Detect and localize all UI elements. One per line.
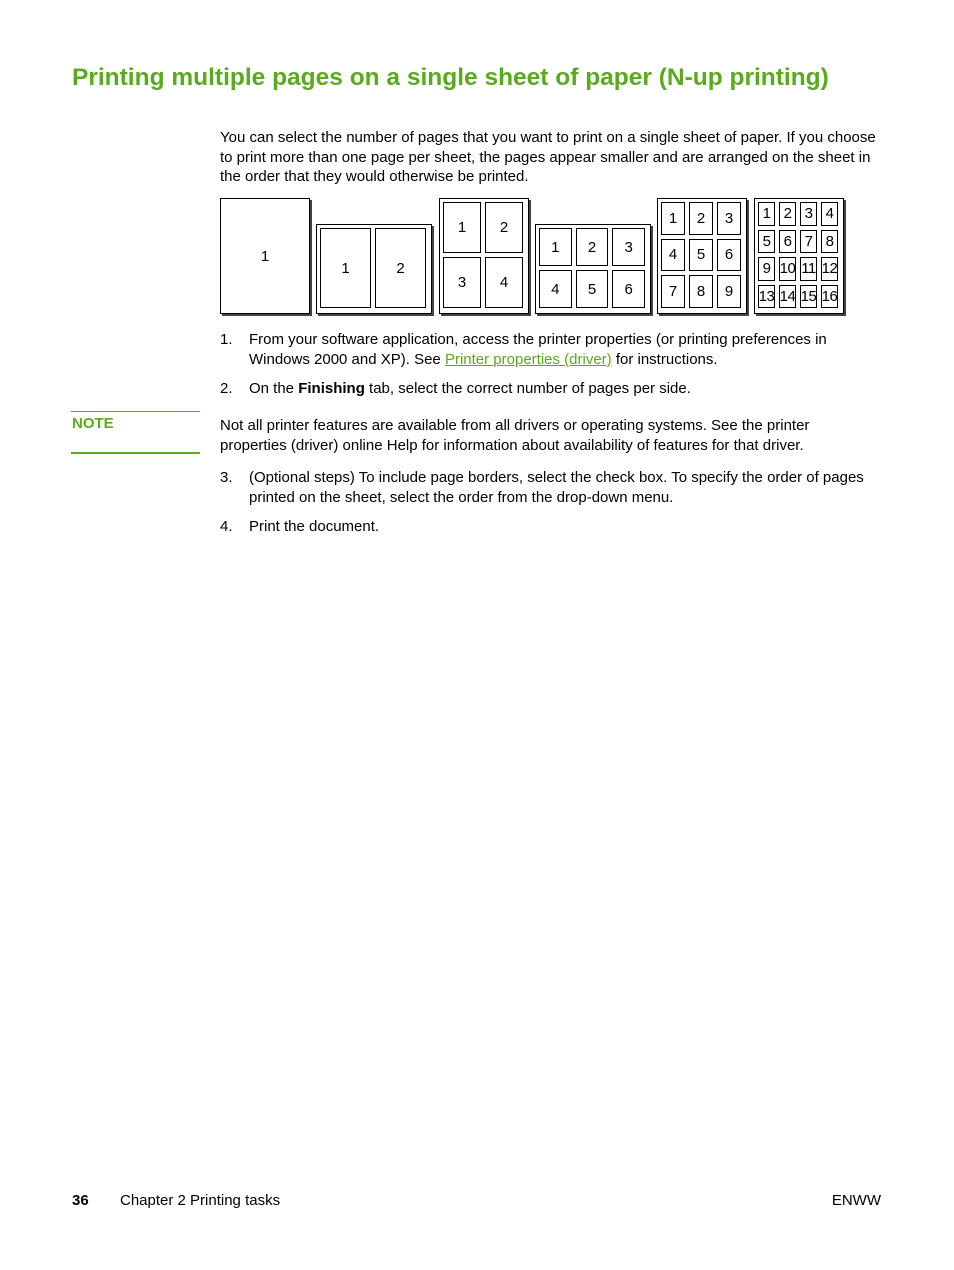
finishing-tab-name: Finishing: [298, 380, 365, 397]
note-text: Not all printer features are available from all drivers or operating systems. See the printer properties (driver) online Help for information about availability of features for that driver.: [220, 417, 810, 454]
note-bottom-rule: [71, 452, 200, 454]
page-thumb: 2: [779, 202, 796, 226]
step-text-part: From your software application, access the printer properties (or printing preferences in Windows 2000 and XP). See: [249, 331, 827, 368]
step-text: Print the document.: [249, 518, 380, 535]
step-number: 2.: [220, 380, 233, 397]
page-thumb: 6: [717, 239, 741, 272]
page-thumb: 14: [779, 285, 796, 309]
page-thumb: 5: [758, 230, 775, 254]
page-thumb: 3: [612, 228, 645, 266]
page-thumb: 7: [800, 230, 817, 254]
note-label: NOTE: [72, 415, 114, 432]
footer-right: ENWW: [831, 1192, 881, 1209]
sheet-6-up: [535, 224, 651, 314]
step-3: [220, 468, 880, 508]
step-text: [249, 379, 879, 399]
note-top-rule: [71, 411, 200, 412]
page-thumb: 4: [539, 270, 572, 308]
page-thumb: 7: [661, 275, 685, 308]
page-thumb: 1: [758, 202, 775, 226]
page-thumb: 2: [375, 228, 426, 308]
sheet-2-up: [316, 224, 432, 314]
sheet-9-up: [657, 198, 747, 314]
footer-chapter: Chapter 2 Printing tasks: [120, 1192, 281, 1209]
page-thumb: 4: [485, 257, 523, 308]
page-thumb: 4: [821, 202, 838, 226]
printer-properties-link[interactable]: Printer properties (driver): [444, 350, 612, 368]
page-thumb: 2: [576, 228, 609, 266]
page-thumb: 11: [800, 257, 817, 281]
page-thumb: 8: [689, 275, 713, 308]
page-thumb: 5: [576, 270, 609, 308]
step-4: [220, 517, 880, 537]
page-thumb: 3: [717, 202, 741, 235]
step-2: [220, 379, 880, 399]
page-title: Printing multiple pages on a single sheet of paper (N-up printing): [72, 64, 829, 91]
sheet-16-up: [754, 198, 844, 314]
page-thumb: 9: [717, 275, 741, 308]
page-thumb: 2: [689, 202, 713, 235]
step-number: 1.: [220, 331, 233, 348]
page-thumb: 3: [443, 257, 481, 308]
sheet-1-up: [220, 198, 310, 314]
step-1: [220, 330, 880, 370]
sheet-4-up: [439, 198, 529, 314]
page-thumb: 9: [758, 257, 775, 281]
page-thumb: 8: [821, 230, 838, 254]
step-text-part: On the: [249, 380, 299, 397]
page-thumb: 16: [821, 285, 838, 309]
page-thumb: 12: [821, 257, 838, 281]
step-text: (Optional steps) To include page borders, select the check box. To specify the order of pages printed on the sheet, select the order from the drop-down menu.: [249, 469, 864, 506]
page-thumb: 6: [779, 230, 796, 254]
page-thumb: 1: [320, 228, 371, 308]
page-thumb: 3: [800, 202, 817, 226]
page-thumb: 15: [800, 285, 817, 309]
step-text: [249, 330, 879, 369]
step-number: 3.: [220, 469, 233, 486]
page-thumb: 13: [758, 285, 775, 309]
step-text-part: for instructions.: [611, 350, 718, 368]
intro-paragraph: You can select the number of pages that you want to print on a single sheet of paper. If you choose to print more than one page per sheet, the pages appear smaller and are arranged on the sheet in the order that they would otherwise be printed.: [220, 129, 876, 186]
page-thumb: 1: [661, 202, 685, 235]
page-thumb: 1: [443, 202, 481, 253]
step-number: 4.: [220, 518, 233, 535]
page-thumb: 1: [221, 199, 309, 313]
page-thumb: 6: [612, 270, 645, 308]
page-number: 36: [72, 1192, 89, 1209]
page-thumb: 2: [485, 202, 523, 253]
page-thumb: 4: [661, 239, 685, 272]
page-thumb: 1: [539, 228, 572, 266]
page-thumb: 10: [779, 257, 796, 281]
step-text-part: tab, select the correct number of pages per side.: [364, 380, 691, 397]
page-thumb: 5: [689, 239, 713, 272]
